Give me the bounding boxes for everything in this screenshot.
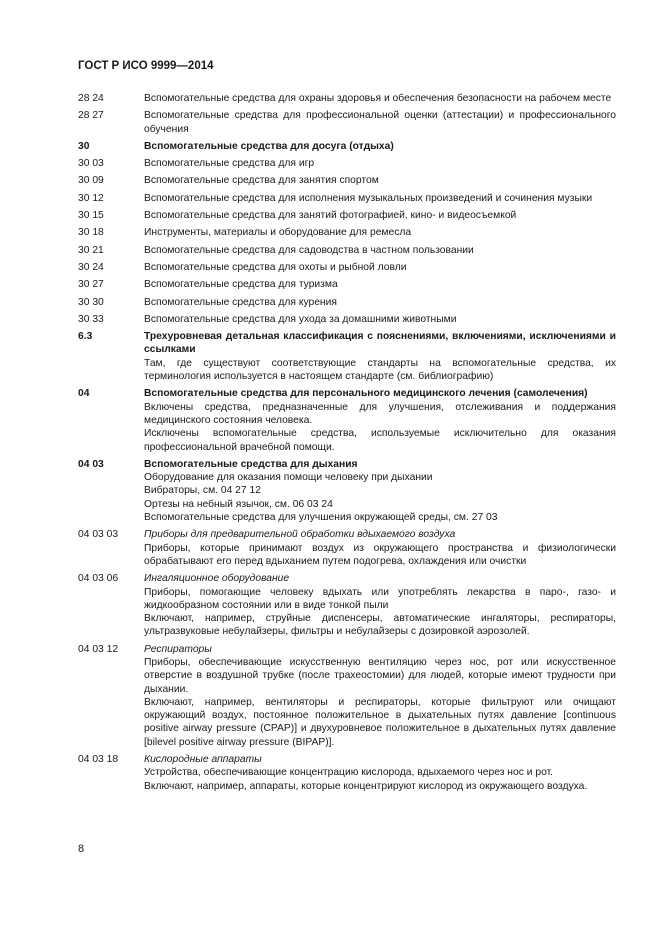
classification-list xyxy=(78,92,616,797)
entry-code: 30 33 xyxy=(78,313,104,325)
entry-description: Включены средства, предназначенные для улучшения, отслеживания и поддержания медицинского состояния человека. xyxy=(144,401,616,426)
entry-description: Приборы, которые принимают воздух из окружающего пространства и физиологически обрабатывают его перед вдыханием путем подогрева, охлаждения или очистки xyxy=(144,542,616,567)
classification-entry xyxy=(78,313,616,326)
entry-title: Ингаляционное оборудование xyxy=(144,573,290,585)
entry-title: Вспомогательные средства для дыхания xyxy=(144,458,358,470)
entry-description: Вспомогательные средства для улучшения окружающей среды, см. 27 03 xyxy=(144,512,498,524)
entry-description: Исключены вспомогательные средства, используемые исключительно для оказания профессиональной врачебной помощи. xyxy=(144,428,616,453)
entry-body xyxy=(144,296,616,309)
classification-entry xyxy=(78,226,616,239)
entry-body xyxy=(144,109,616,136)
entry-code: 30 09 xyxy=(78,175,104,187)
entry-title: Вспомогательные средства для занятия спортом xyxy=(144,175,379,187)
entry-body xyxy=(144,192,616,205)
entry-title: Инструменты, материалы и оборудование для ремесла xyxy=(144,227,412,239)
entry-title: Вспомогательные средства для персонального медицинского лечения (самолечения) xyxy=(144,388,588,400)
classification-entry xyxy=(78,278,616,291)
classification-entry xyxy=(78,109,616,136)
entry-code: 04 03 06 xyxy=(78,573,119,585)
classification-entry xyxy=(78,643,616,749)
entry-code: 6.3 xyxy=(78,331,93,343)
classification-entry xyxy=(78,572,616,638)
entry-code: 30 18 xyxy=(78,227,104,239)
classification-entry xyxy=(78,209,616,222)
entry-code: 30 21 xyxy=(78,244,104,256)
entry-description: Приборы, обеспечивающие искусственную вентиляцию через нос, рот или искусственное отверстие в воздушной трубке (после трахеостомии) для людей, которые имеют трудности при дыхании. xyxy=(144,656,616,695)
entry-body xyxy=(144,209,616,222)
entry-title: Вспомогательные средства для игр xyxy=(144,158,315,170)
entry-title: Трехуровневая детальная классификация с пояснениями, включениями, исключениями и ссылками xyxy=(144,331,616,356)
entry-body xyxy=(144,92,616,105)
classification-entry xyxy=(78,261,616,274)
entry-title: Приборы для предварительной обработки вдыхаемого воздуха xyxy=(144,529,456,541)
entry-title: Вспомогательные средства для занятий фотографией, кино- и видеосъемкой xyxy=(144,210,517,222)
entry-code: 30 12 xyxy=(78,192,104,204)
entry-code: 30 15 xyxy=(78,210,104,222)
entry-description: Включают, например, аппараты, которые концентрируют кислород из окружающего воздуха. xyxy=(144,780,588,792)
entry-code: 28 24 xyxy=(78,93,104,104)
classification-entry xyxy=(78,174,616,187)
entry-description: Устройства, обеспечивающие концентрацию кислорода, вдыхаемого через нос и рот. xyxy=(144,767,554,779)
entry-title: Вспомогательные средства для курения xyxy=(144,296,337,308)
entry-code: 04 03 12 xyxy=(78,643,119,655)
entry-body xyxy=(144,643,616,749)
entry-code: 30 30 xyxy=(78,296,104,308)
entry-body xyxy=(144,261,616,274)
entry-title: Кислородные аппараты xyxy=(144,754,262,766)
entry-title: Вспомогательные средства для охраны здоровья и обеспечения безопасности на рабочем месте xyxy=(144,93,612,104)
page-number: 8 xyxy=(78,843,85,855)
entry-description: Включают, например, вентиляторы и респираторы, которые фильтруют или очищают окружающий воздух, постоянное положительное в дыхательных путях давление [continuous positive airway pressure (CPAP)] и двухуровневое положительное в дыхательных путях давление [bilevel positive airway pressure (BIPAP)]. xyxy=(144,696,616,748)
classification-entry xyxy=(78,387,616,453)
document-header: ГОСТ Р ИСО 9999—2014 xyxy=(78,60,214,72)
entry-body xyxy=(144,753,616,793)
classification-entry xyxy=(78,244,616,257)
entry-body xyxy=(144,458,616,524)
entry-body xyxy=(144,572,616,638)
entry-title: Вспомогательные средства для досуга (отдыха) xyxy=(144,140,394,152)
classification-entry xyxy=(78,157,616,170)
entry-description: Оборудование для оказания помощи человеку при дыхании xyxy=(144,472,433,484)
entry-title: Вспомогательные средства для туризма xyxy=(144,279,338,291)
entry-code: 04 03 18 xyxy=(78,754,119,766)
entry-code: 30 24 xyxy=(78,261,104,273)
entry-body xyxy=(144,174,616,187)
entry-title: Вспомогательные средства для охоты и рыбной ловли xyxy=(144,261,407,273)
entry-code: 04 xyxy=(78,388,90,400)
entry-body xyxy=(144,140,616,153)
classification-entry xyxy=(78,92,616,105)
entry-title: Вспомогательные средства для ухода за домашними животными xyxy=(144,313,457,325)
classification-entry xyxy=(78,192,616,205)
classification-entry xyxy=(78,458,616,524)
classification-entry xyxy=(78,528,616,568)
entry-body xyxy=(144,330,616,383)
entry-title: Респираторы xyxy=(144,643,212,655)
entry-body xyxy=(144,157,616,170)
entry-body xyxy=(144,528,616,568)
entry-code: 28 27 xyxy=(78,110,104,122)
entry-title: Вспомогательные средства для садоводства в частном пользовании xyxy=(144,244,474,256)
entry-code: 04 03 03 xyxy=(78,529,119,541)
classification-entry xyxy=(78,296,616,309)
entry-description: Ортезы на небный язычок, см. 06 03 24 xyxy=(144,498,333,510)
classification-entry xyxy=(78,330,616,383)
entry-code: 30 03 xyxy=(78,158,104,170)
entry-body xyxy=(144,244,616,257)
entry-body xyxy=(144,313,616,326)
entry-description: Приборы, помогающие человеку вдыхать или употреблять лекарства в паро-, газо- и жидкообразном состоянии или в виде тонкой пыли xyxy=(144,586,616,611)
entry-title: Вспомогательные средства для исполнения музыкальных произведений и сочинения музыки xyxy=(144,192,593,204)
entry-description: Включают, например, струйные диспенсеры, автоматические ингаляторы, респираторы, ультразвуковые небулайзеры, фильтры и небулайзеры с дозировкой аэрозолей. xyxy=(144,613,616,638)
entry-body xyxy=(144,278,616,291)
entry-title: Вспомогательные средства для профессиональной оценки (аттестации) и профессионального обучения xyxy=(144,110,616,135)
entry-description: Вибраторы, см. 04 27 12 xyxy=(144,485,261,497)
entry-code: 30 xyxy=(78,140,90,152)
entry-code: 04 03 xyxy=(78,458,104,470)
classification-entry xyxy=(78,753,616,793)
entry-code: 30 27 xyxy=(78,279,104,291)
entry-description: Там, где существуют соответствующие стандарты на вспомогательные средства, их терминология используется в настоящем стандарте (см. библиографию) xyxy=(144,357,616,383)
entry-body xyxy=(144,226,616,239)
classification-entry xyxy=(78,140,616,153)
entry-body xyxy=(144,387,616,453)
